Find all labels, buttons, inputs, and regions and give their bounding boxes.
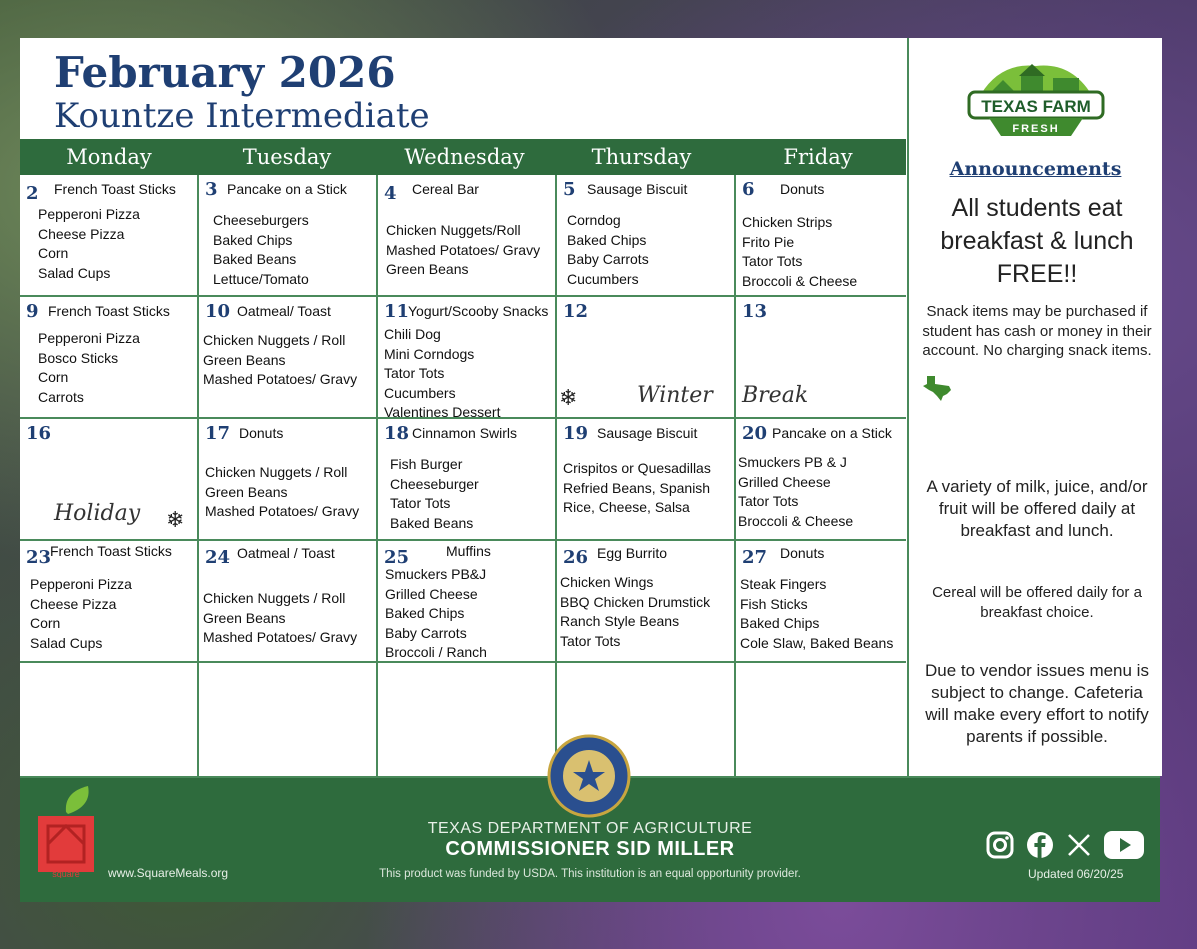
lunch-item: Smuckers PB & J (738, 454, 847, 470)
day-number: 16 (26, 423, 52, 444)
weekday-header-thursday: Thursday (553, 139, 730, 175)
school-name: Kountze Intermediate (54, 96, 430, 136)
department-seal-icon (547, 734, 631, 818)
breakfast-item: Sausage Biscuit (587, 181, 688, 197)
day-number: 6 (742, 179, 755, 200)
lunch-item: Green Beans (386, 261, 469, 277)
day-number: 23 (26, 547, 52, 568)
lunch-item: Tator Tots (742, 253, 803, 269)
breakfast-item: Donuts (780, 545, 825, 561)
updated-date: Updated 06/20/25 (1028, 867, 1124, 881)
lunch-item: Pepperoni Pizza (38, 330, 140, 346)
day-cell (557, 175, 734, 295)
lunch-list (385, 565, 487, 661)
breakfast-item: French Toast Sticks (50, 543, 172, 559)
texas-farm-fresh-logo (961, 52, 1111, 147)
lunch-item: Tator Tots (560, 632, 621, 649)
break-note: Break (742, 383, 809, 408)
lunch-item: Baked Chips (567, 231, 647, 248)
lunch-item: Broccoli & Cheese (738, 512, 854, 529)
day-number: 12 (563, 301, 589, 322)
youtube-icon[interactable] (1104, 831, 1144, 864)
empty-cell (20, 663, 197, 784)
lunch-item: Mashed Potatoes/ Gravy (203, 629, 358, 645)
snowflake-icon: ❄ (166, 507, 185, 532)
lunch-item: Ranch Style Beans (560, 613, 680, 629)
day-cell (736, 175, 914, 295)
lunch-list (560, 573, 710, 651)
lunch-item: Salad Cups (30, 634, 103, 651)
lunch-list (384, 325, 500, 417)
day-cell (20, 541, 197, 661)
lunch-item: Pepperoni Pizza (38, 206, 140, 222)
day-number: 11 (384, 301, 410, 322)
lunch-item: Corndog (567, 212, 621, 228)
day-cell (557, 541, 734, 661)
day-number: 3 (205, 179, 218, 200)
snack-note: Snack items may be purchased if student has cash or money in their account. No charging snack items. (922, 303, 1152, 359)
lunch-item: Green Beans (203, 351, 286, 368)
square-brand-text: square (52, 869, 80, 878)
lunch-item: Crispitos or Quesadillas (563, 460, 711, 476)
breakfast-item: Cereal Bar (412, 181, 479, 197)
lunch-item: Grilled Cheese (385, 585, 478, 602)
lunch-item: Chicken Strips (742, 214, 833, 230)
lunch-item: Baked Chips (740, 615, 820, 631)
cereal-note: Cereal will be offered daily for a breakfast choice. (932, 584, 1142, 621)
lunch-list (742, 213, 857, 291)
menu-sheet (20, 38, 1160, 900)
lunch-item: Pepperoni Pizza (30, 576, 132, 592)
social-links (986, 832, 1144, 862)
lunch-item: Chicken Nuggets/Roll (386, 222, 521, 238)
day-cell (378, 541, 555, 661)
day-number: 2 (26, 183, 39, 204)
breakfast-item: Yogurt/Scooby Snacks (408, 303, 549, 319)
day-cell (199, 297, 376, 417)
lunch-item: Mashed Potatoes/ Gravy (205, 503, 360, 519)
day-cell (736, 541, 914, 661)
breakfast-item: Cinnamon Swirls (412, 425, 518, 441)
empty-cell (378, 663, 555, 784)
lunch-item: Chicken Nuggets / Roll (205, 464, 348, 480)
lunch-list (203, 331, 357, 390)
lunch-list (386, 221, 540, 280)
day-number: 25 (384, 547, 410, 568)
day-cell (736, 419, 914, 539)
lunch-item: Refried Beans, Spanish (563, 479, 711, 496)
lunch-item: Chili Dog (384, 326, 441, 342)
lunch-list (30, 575, 132, 653)
website-link[interactable]: www.SquareMeals.org (108, 866, 229, 880)
breakfast-item: French Toast Sticks (48, 303, 170, 319)
day-number: 20 (742, 423, 768, 444)
breakfast-item: Pancake on a Stick (772, 425, 892, 441)
snowflake-icon: ❄ (559, 385, 578, 410)
lunch-item: BBQ Chicken Drumstick (560, 593, 711, 610)
commissioner-name: COMMISSIONER SID MILLER (445, 838, 735, 860)
lunch-item: Corn (38, 245, 69, 261)
empty-cell (199, 663, 376, 784)
calendar-grid (20, 175, 906, 776)
free-meals-note: All students eat breakfast & lunch FREE!! (940, 194, 1134, 288)
logo-subtext: FRESH (1012, 123, 1060, 135)
lunch-item: Chicken Wings (560, 574, 654, 590)
weekday-header-friday: Friday (730, 139, 906, 175)
lunch-item: Baby Carrots (567, 251, 649, 267)
title-block (20, 38, 905, 138)
winter-note: Winter (637, 383, 713, 408)
breakfast-item: Egg Burrito (597, 545, 668, 561)
lunch-item: Baked Chips (385, 605, 465, 621)
announcements-title: Announcements (949, 158, 1122, 180)
lunch-item: Valentines Dessert (384, 404, 501, 417)
lunch-item: Cheeseburgers (213, 212, 309, 228)
lunch-item: Fish Sticks (740, 595, 808, 612)
lunch-item: Mini Corndogs (384, 345, 475, 362)
day-number: 27 (742, 547, 768, 568)
lunch-item: Baked Beans (390, 514, 474, 531)
facebook-icon[interactable] (1026, 831, 1054, 864)
empty-cell (736, 663, 914, 784)
footer (20, 776, 1160, 902)
logo-text: TEXAS FARM (981, 97, 1091, 116)
day-number: 10 (205, 301, 231, 322)
breakfast-item: Oatmeal/ Toast (237, 303, 331, 319)
breakfast-item: French Toast Sticks (54, 181, 176, 197)
lunch-item: Cheese Pizza (30, 595, 117, 612)
lunch-list (390, 455, 479, 533)
lunch-list (740, 575, 893, 653)
lunch-item: Baked Chips (213, 231, 293, 248)
day-number: 24 (205, 547, 231, 568)
page-title: February 2026 (54, 48, 396, 97)
lunch-item: Cheese Pizza (38, 225, 125, 242)
lunch-item: Cheeseburger (390, 475, 479, 492)
lunch-item: Frito Pie (742, 233, 795, 250)
lunch-item: Baby Carrots (385, 624, 467, 641)
sidebar (907, 38, 1162, 776)
breakfast-item: Donuts (780, 181, 825, 197)
lunch-item: Mashed Potatoes/ Gravy (386, 241, 541, 258)
day-cell (378, 297, 555, 417)
lunch-item: Chicken Nuggets / Roll (203, 332, 346, 348)
vendor-note: Due to vendor issues menu is subject to change. Cafeteria will make every effort to notify parents if possible. (925, 661, 1149, 746)
day-cell (378, 419, 555, 539)
lunch-item: Broccoli & Cheese (742, 272, 858, 289)
lunch-list (567, 211, 649, 289)
instagram-icon[interactable] (986, 831, 1014, 864)
lunch-item: Bosco Sticks (38, 349, 119, 366)
lunch-list (738, 453, 853, 531)
lunch-item: Green Beans (205, 483, 288, 500)
texas-state-icon (921, 374, 955, 402)
day-cell (378, 175, 555, 295)
day-number: 9 (26, 301, 39, 322)
lunch-item: Smuckers PB&J (385, 566, 487, 582)
day-cell (20, 297, 197, 417)
day-number: 13 (742, 301, 768, 322)
lunch-item: Tator Tots (384, 365, 445, 381)
lunch-item: Broccoli / Ranch (385, 644, 487, 660)
calendar (20, 139, 906, 776)
breakfast-item: Muffins (446, 543, 491, 559)
day-number: 4 (384, 183, 397, 204)
day-number: 5 (563, 179, 576, 200)
lunch-item: Lettuce/Tomato (213, 270, 309, 287)
day-cell (199, 175, 376, 295)
lunch-item: Mashed Potatoes/ Gravy (203, 371, 358, 387)
lunch-item: Cucumbers (567, 270, 639, 287)
lunch-list (213, 211, 309, 289)
day-cell (20, 419, 197, 539)
x-icon[interactable] (1066, 832, 1092, 863)
day-cell (20, 175, 197, 295)
lunch-item: Tator Tots (738, 493, 799, 509)
lunch-item: Fish Burger (390, 456, 463, 472)
day-cell (199, 541, 376, 661)
day-number: 17 (205, 423, 231, 444)
lunch-item: Tator Tots (390, 495, 451, 511)
lunch-item: Corn (38, 369, 69, 385)
lunch-item: Salad Cups (38, 264, 111, 281)
lunch-item: Steak Fingers (740, 576, 827, 592)
department-name: TEXAS DEPARTMENT OF AGRICULTURE (427, 820, 753, 837)
breakfast-item: Donuts (239, 425, 284, 441)
lunch-item: Corn (30, 615, 61, 631)
lunch-list (38, 205, 140, 283)
weekday-header-monday: Monday (20, 139, 198, 175)
lunch-item: Baked Beans (213, 251, 297, 267)
usda-disclaimer: This product was funded by USDA. This institution is an equal opportunity provider. (379, 868, 801, 880)
day-number: 26 (563, 547, 589, 568)
lunch-list (205, 463, 359, 522)
lunch-item: Cucumbers (384, 384, 456, 401)
lunch-list (563, 459, 711, 518)
breakfast-item: Pancake on a Stick (227, 181, 347, 197)
lunch-item: Rice, Cheese, Salsa (563, 499, 690, 515)
lunch-item: Green Beans (203, 609, 286, 626)
day-cell (557, 297, 734, 417)
lunch-list (38, 329, 140, 407)
day-cell (736, 297, 914, 417)
lunch-item: Chicken Nuggets / Roll (203, 590, 346, 606)
day-number: 19 (563, 423, 589, 444)
holiday-note: Holiday (54, 501, 141, 526)
lunch-item: Grilled Cheese (738, 473, 831, 490)
day-cell (557, 419, 734, 539)
weekday-header-tuesday: Tuesday (198, 139, 376, 175)
lunch-item: Cole Slaw, Baked Beans (740, 634, 894, 651)
lunch-item: Carrots (38, 388, 84, 405)
breakfast-item: Oatmeal / Toast (237, 545, 335, 561)
milk-note: A variety of milk, juice, and/or fruit will be offered daily at breakfast and lunch. (926, 477, 1148, 540)
day-number: 18 (384, 423, 410, 444)
lunch-list (203, 589, 357, 648)
weekday-header-wednesday: Wednesday (376, 139, 553, 175)
day-cell (199, 419, 376, 539)
breakfast-item: Sausage Biscuit (597, 425, 698, 441)
